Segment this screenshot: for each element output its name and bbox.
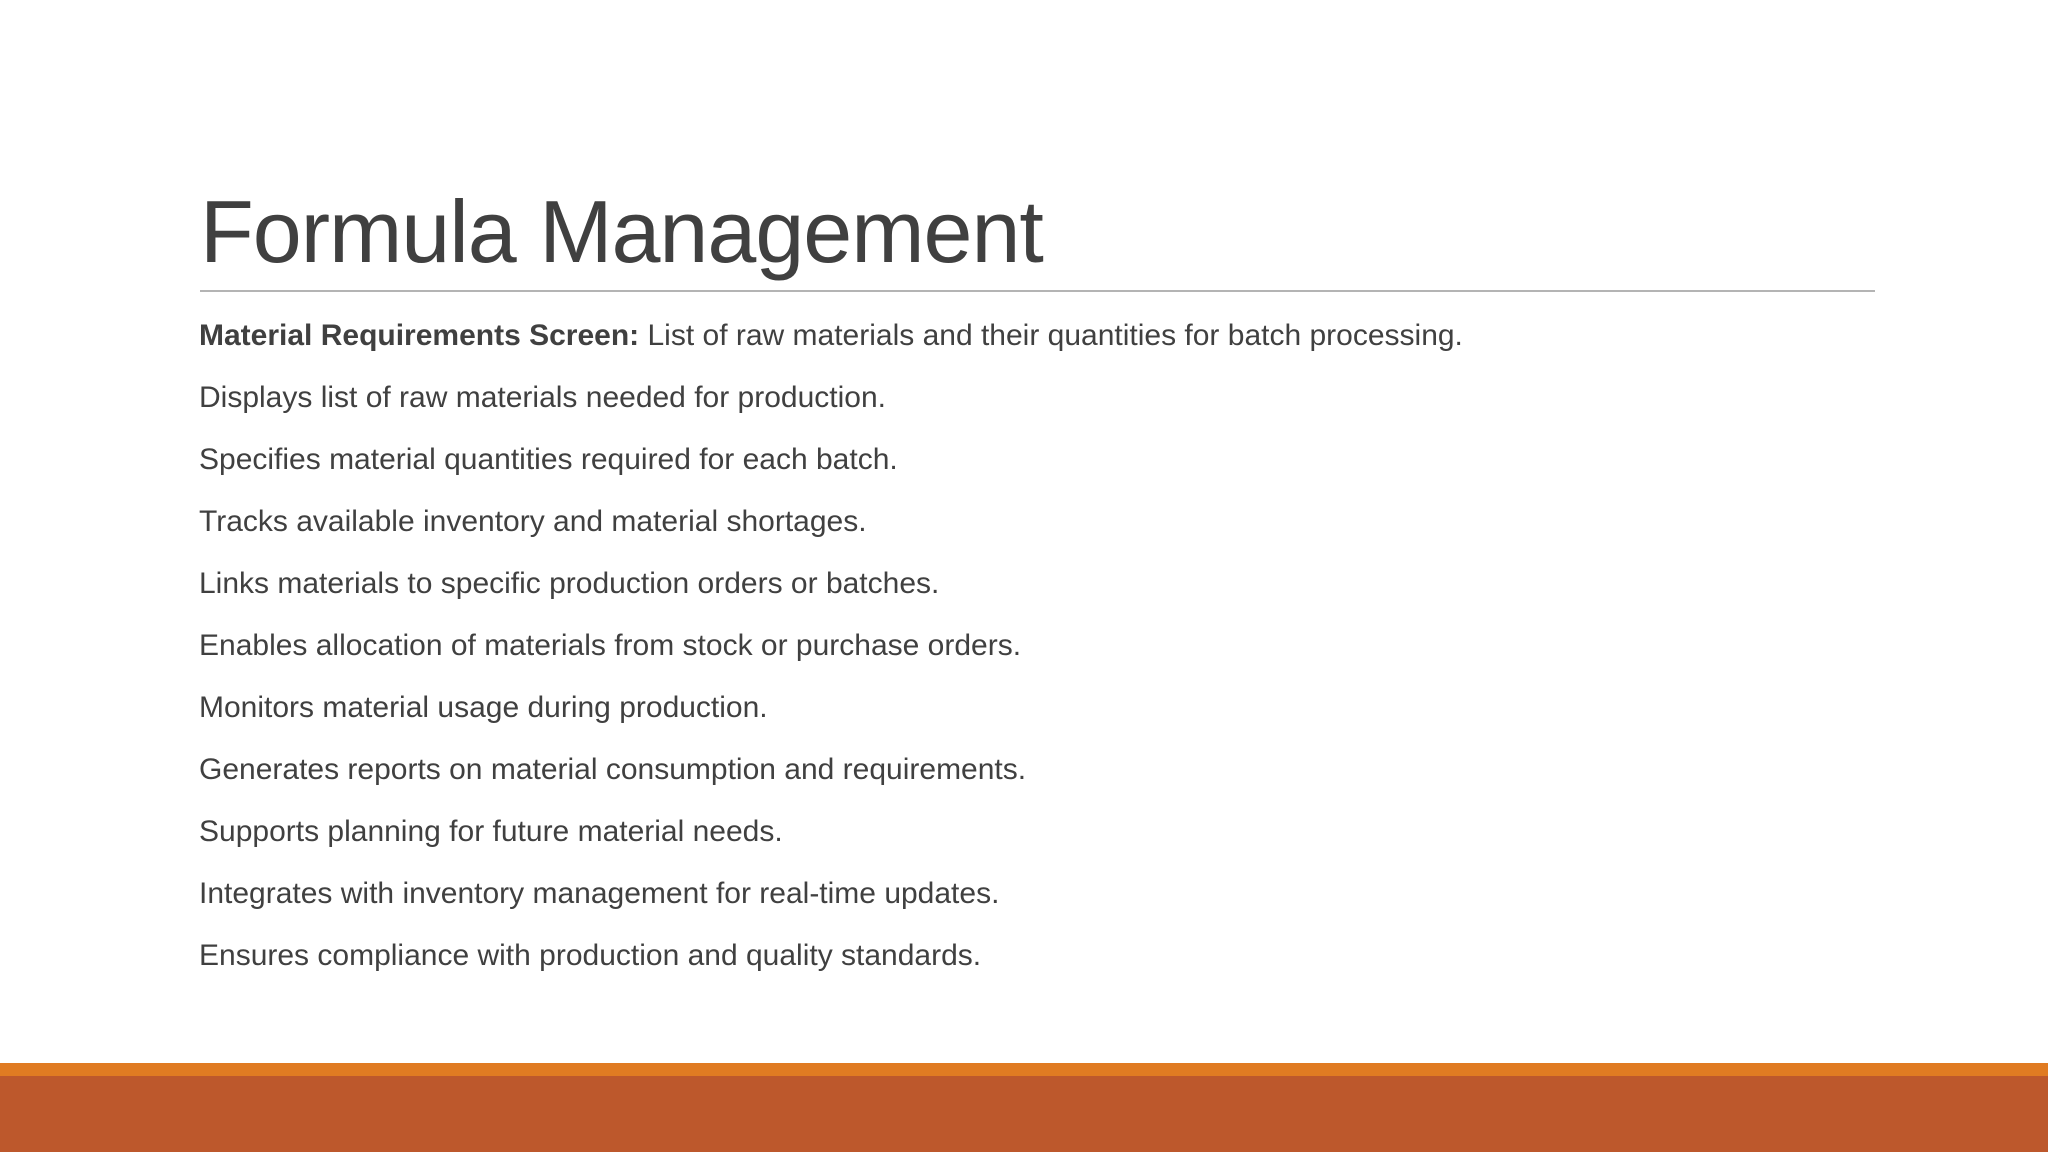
body-item: Specifies material quantities required for each batch. xyxy=(199,443,898,476)
body-item: Supports planning for future material needs. xyxy=(199,815,783,848)
body-item: Generates reports on material consumption and requirements. xyxy=(199,753,1027,786)
slide-title: Formula Management xyxy=(200,182,1043,281)
body-item: Enables allocation of materials from stock or purchase orders. xyxy=(199,629,1022,662)
body-item: Tracks available inventory and material shortages. xyxy=(199,505,867,538)
slide-body xyxy=(199,314,1889,996)
body-item: Integrates with inventory management for real-time updates. xyxy=(199,877,1000,910)
footer-band xyxy=(0,1076,2048,1152)
body-item: Ensures compliance with production and quality standards. xyxy=(199,939,982,972)
body-item: Monitors material usage during production. xyxy=(199,691,768,724)
lead-paragraph xyxy=(199,314,1889,358)
footer-accent-stripe xyxy=(0,1063,2048,1076)
body-item: Displays list of raw materials needed for production. xyxy=(199,381,886,414)
lead-text: List of raw materials and their quantities for batch processing. xyxy=(639,319,1463,352)
lead-heading: Material Requirements Screen: xyxy=(199,319,640,352)
body-item: Links materials to specific production orders or batches. xyxy=(199,567,940,600)
title-divider xyxy=(200,290,1875,292)
